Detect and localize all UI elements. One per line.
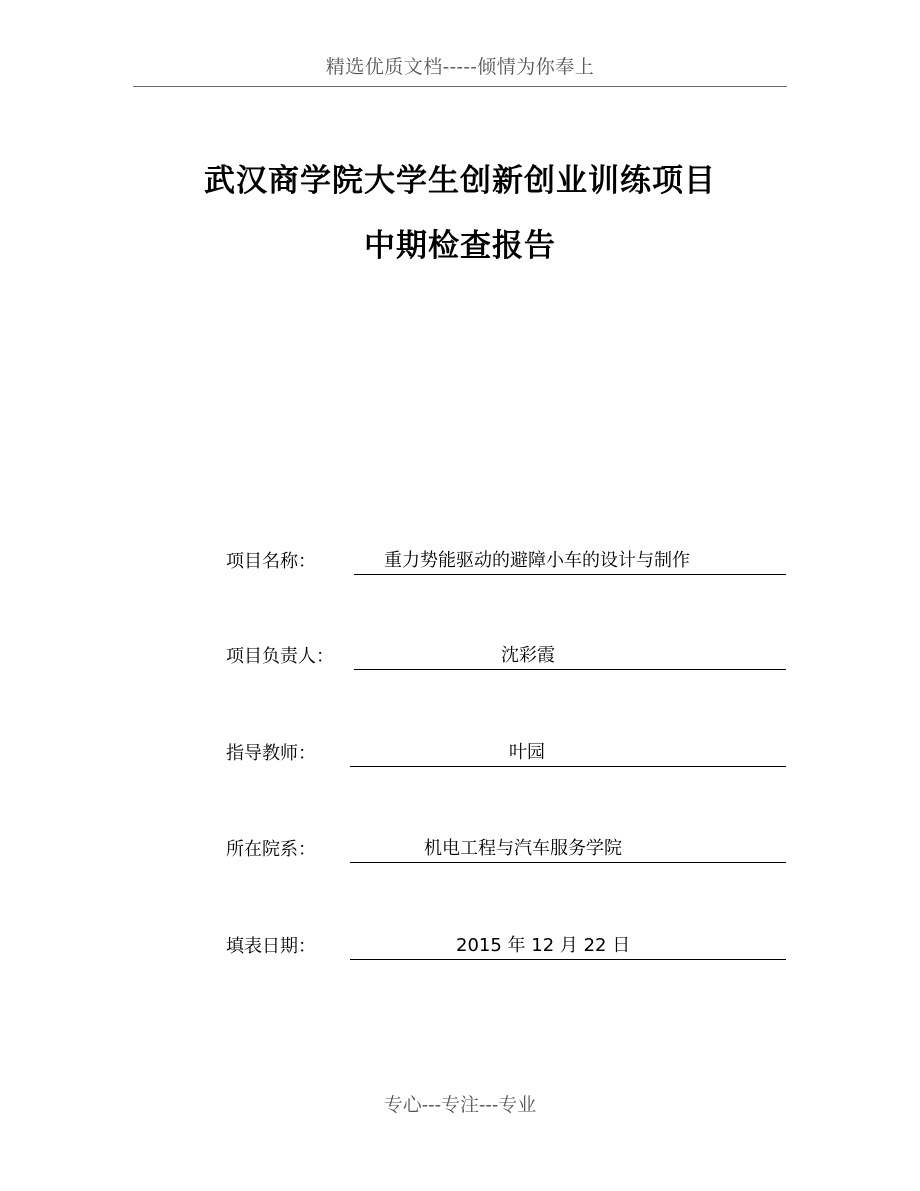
project-name-underline [354,574,786,575]
page-header-text: 精选优质文档-----倾情为你奉上 [325,56,595,78]
project-name-label: 项目名称： [226,551,316,572]
fill-date-underline [350,959,786,960]
project-leader-underline [354,669,786,670]
department-value: 机电工程与汽车服务学院 [424,838,622,859]
advisor-row [226,733,786,767]
project-leader-row [226,636,786,670]
project-leader-label: 项目负责人： [226,646,334,667]
department-underline [350,862,786,863]
fill-date-row [226,926,786,960]
advisor-value: 叶园 [509,742,545,763]
document-title: 武汉商学院大学生创新创业训练项目 [204,163,716,199]
fill-date-value: 2015 年 12 月 22 日 [456,935,631,956]
header-divider [133,86,787,87]
advisor-label: 指导教师： [226,743,316,764]
department-label: 所在院系： [226,839,316,860]
project-name-row [226,541,786,575]
document-subtitle: 中期检查报告 [364,228,556,264]
fill-date-label: 填表日期： [226,936,316,957]
project-leader-value: 沈彩霞 [501,645,555,666]
project-name-value: 重力势能驱动的避障小车的设计与制作 [384,550,690,571]
advisor-underline [350,766,786,767]
page-footer-text: 专心---专注---专业 [383,1094,537,1116]
department-row [226,829,786,863]
